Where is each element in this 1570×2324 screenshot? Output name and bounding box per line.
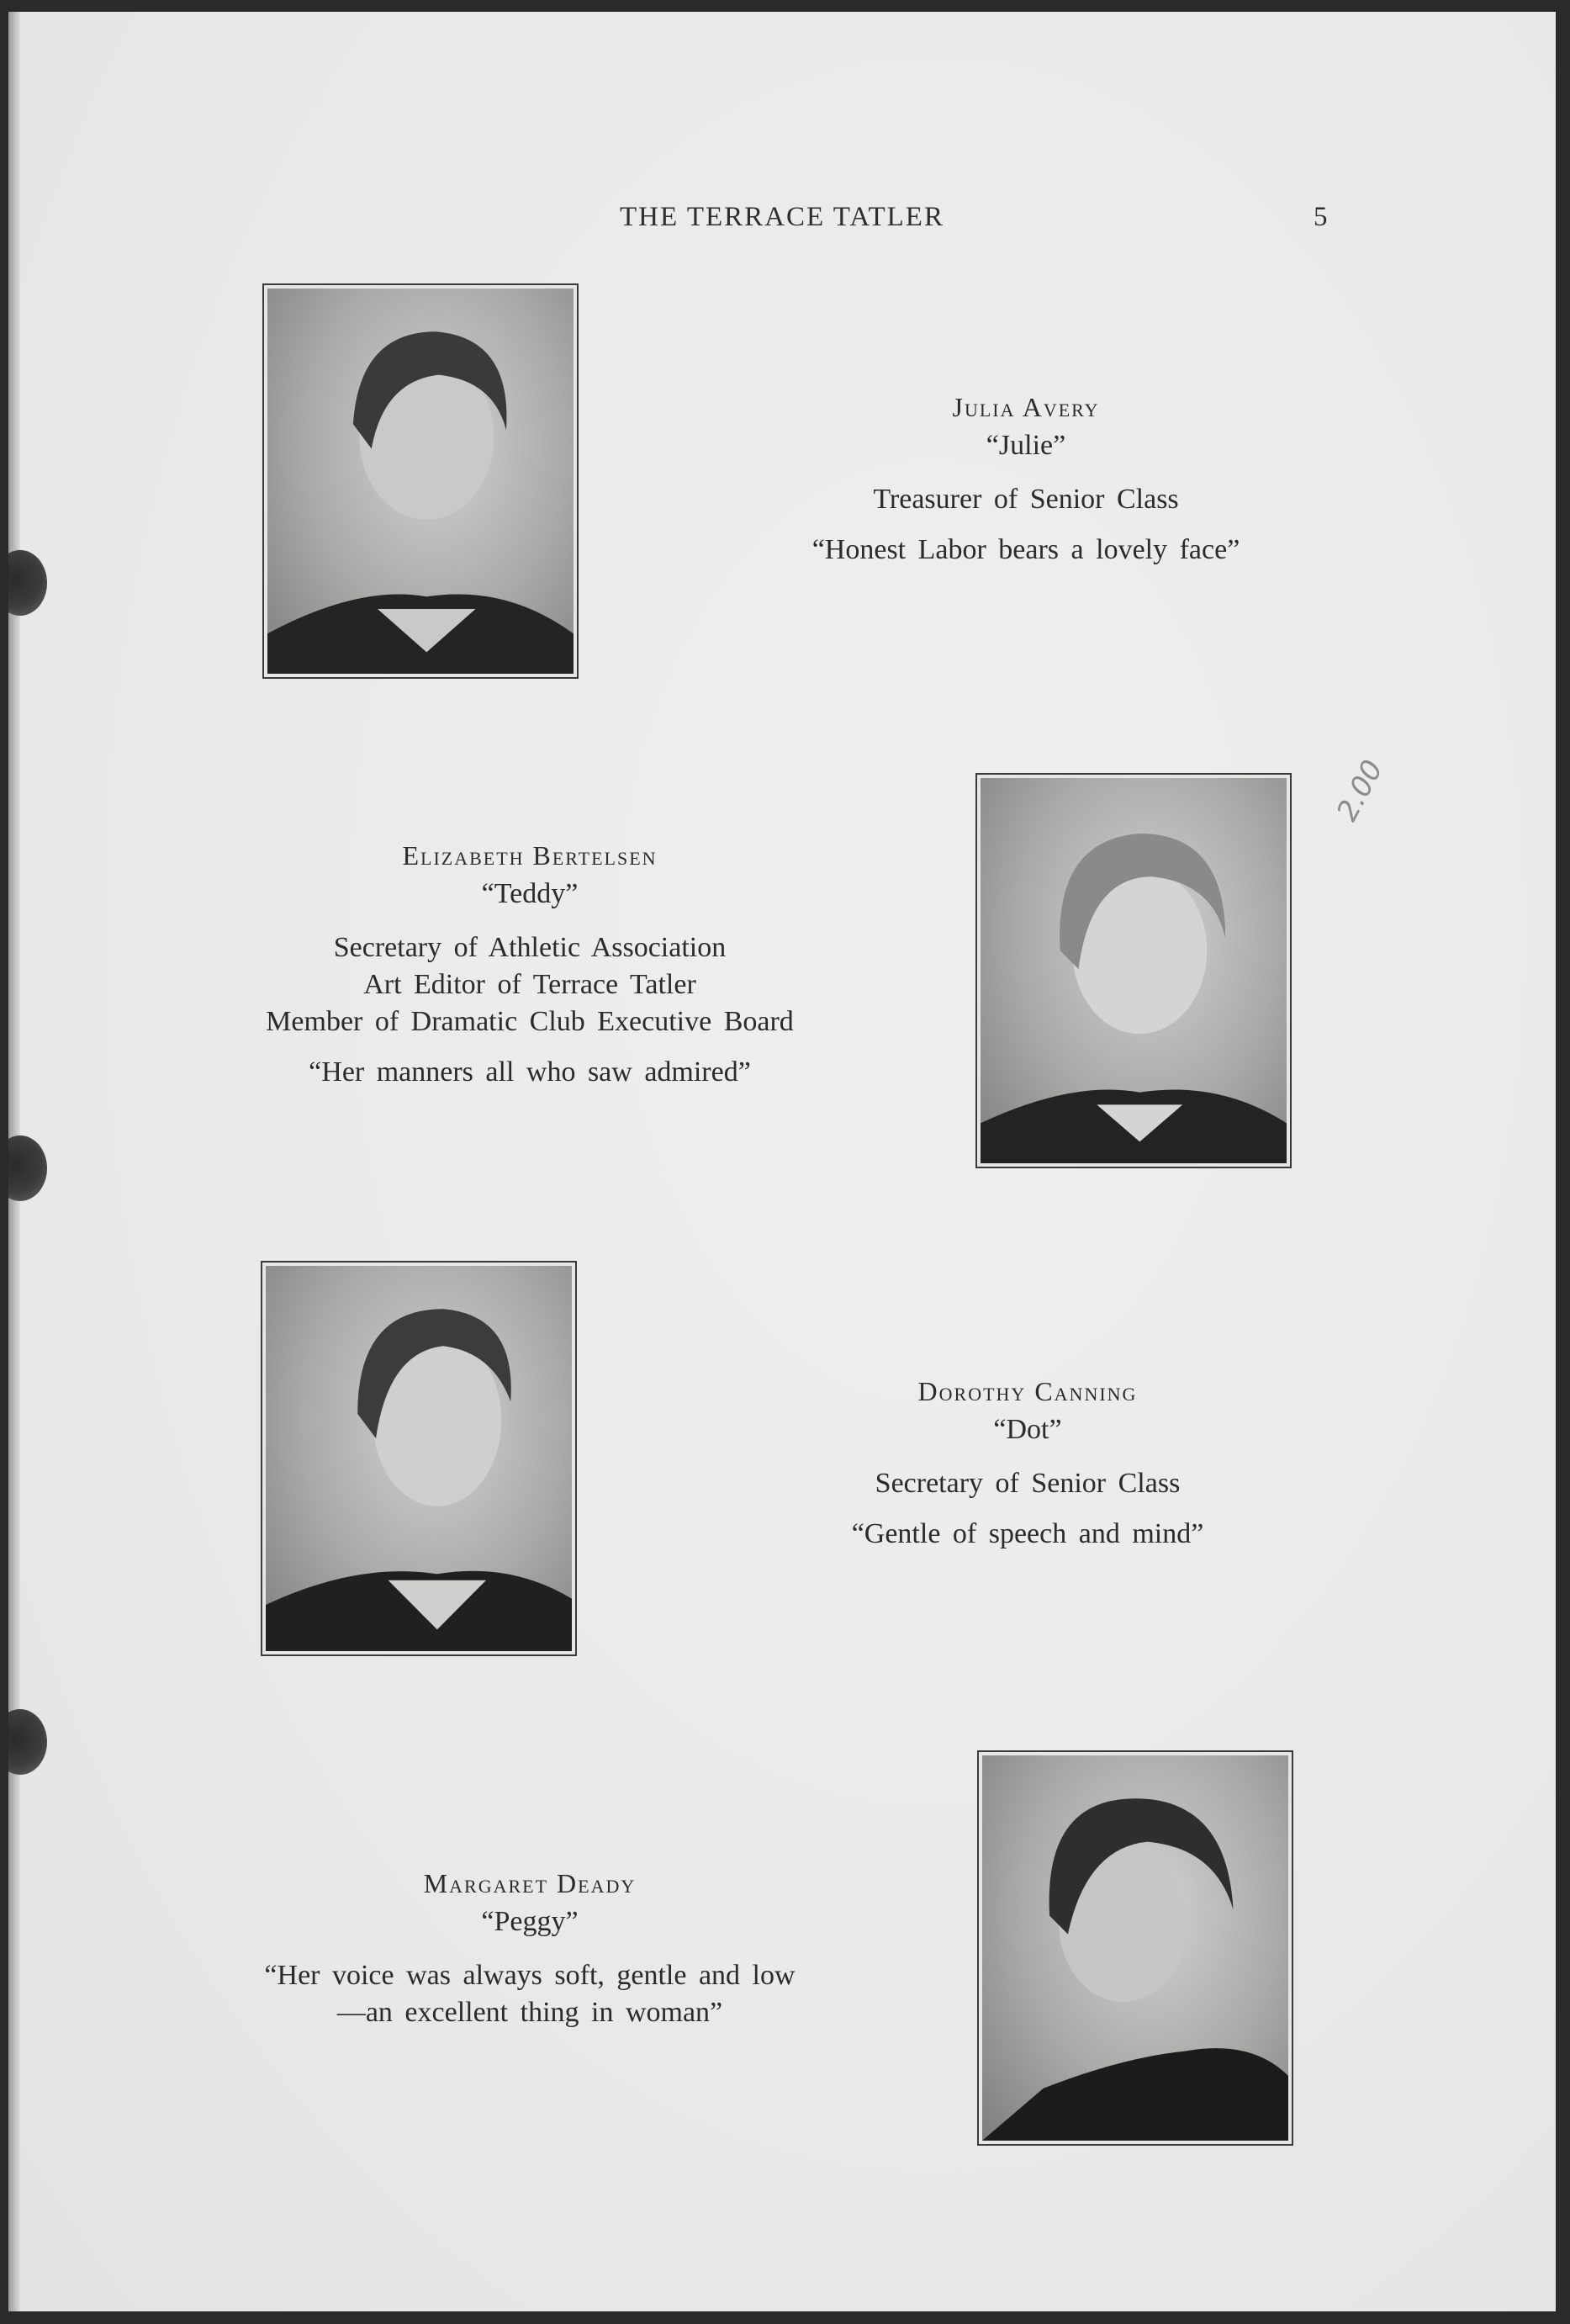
student-quote: “Her voice was always soft, gentle and low [264,1959,796,1991]
student-name: Elizabeth Bertelsen [402,840,658,871]
portrait-image [266,1266,572,1651]
page-number: 5 [1314,202,1328,232]
student-office: Member of Dramatic Club Executive Board [266,1006,794,1038]
student-quote: —an excellent thing in woman” [336,1996,723,2028]
running-head: THE TERRACE TATLER [620,202,944,232]
portrait-photo [975,773,1292,1168]
student-nickname: “Peggy” [481,1905,579,1937]
yearbook-page [8,12,1556,2311]
portrait-silhouette [981,778,1287,1163]
student-office: Treasurer of Senior Class [873,483,1179,515]
student-nickname: “Dot” [993,1413,1062,1445]
binding-hole [8,1709,47,1775]
student-office: Art Editor of Terrace Tatler [363,968,696,1000]
student-caption [713,390,1339,569]
student-caption [209,1866,851,2031]
portrait-photo [262,283,579,679]
portrait-silhouette [982,1755,1288,2141]
portrait-image [981,778,1287,1163]
binding-hole [8,550,47,616]
student-caption [715,1374,1340,1553]
portrait-image [267,289,574,674]
student-office: Secretary of Athletic Association [333,931,727,963]
student-nickname: “Julie” [986,429,1066,461]
student-quote: “Honest Labor bears a lovely face” [811,533,1240,565]
portrait-photo [261,1261,577,1656]
portrait-photo [977,1750,1293,2146]
portrait-silhouette [266,1266,572,1651]
student-quote: “Her manners all who saw admired” [309,1056,751,1088]
student-caption [209,839,851,1092]
student-name: Dorothy Canning [917,1376,1138,1406]
student-quote: “Gentle of speech and mind” [851,1517,1204,1549]
student-name: Julia Avery [952,392,1100,422]
pencil-price-note: 2.00 [1330,754,1390,827]
student-office: Secretary of Senior Class [875,1467,1181,1499]
portrait-silhouette [267,289,574,674]
student-name: Margaret Deady [423,1868,637,1898]
binding-hole [8,1136,47,1201]
student-nickname: “Teddy” [481,877,579,909]
portrait-image [982,1755,1288,2141]
